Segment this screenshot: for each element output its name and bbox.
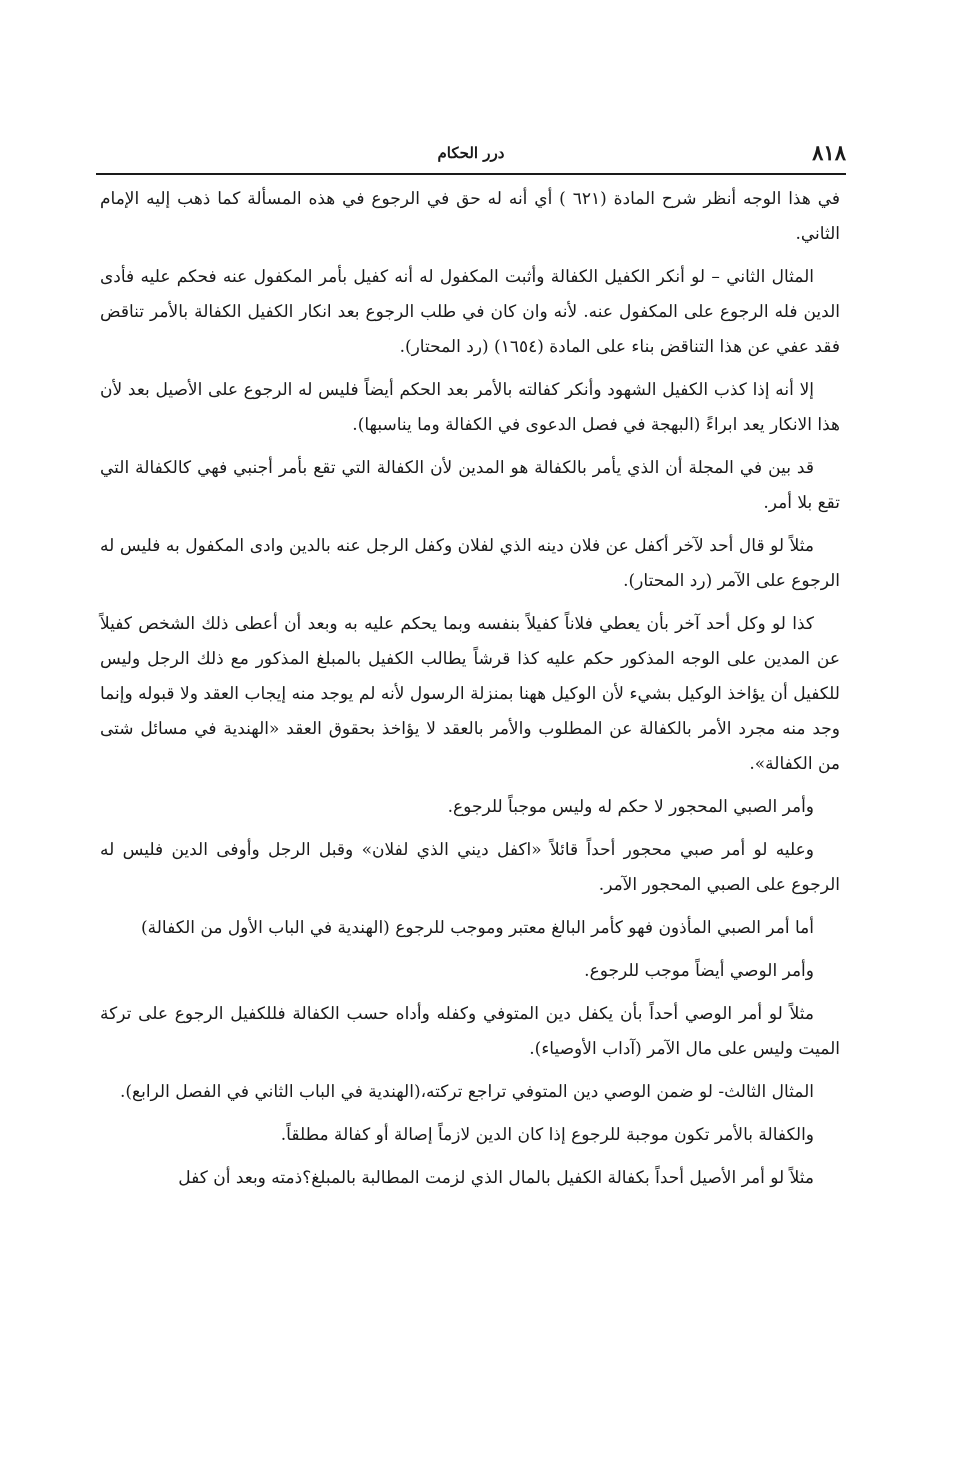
paragraph: في هذا الوجه أنظر شرح المادة (٦٢١ ) أي أنه له حق في الرجوع في هذه المسألة كما ذهب إليه الإمام الثاني. — [100, 189, 840, 244]
header-rule — [96, 173, 846, 175]
paragraph: مثلاً لو أمر الأصيل أحداً بكفالة الكفيل بالمال الذي لزمت المطالبة بالمبلغ؟ذمته وبعد أن كفل — [178, 1168, 814, 1188]
paragraph: قد بين في المجلة أن الذي يأمر بالكفالة هو المدين لأن الكفالة التي تقع بأمر أجنبي فهي كالكفالة التي تقع بلا أمر. — [100, 458, 840, 513]
body-text — [100, 182, 840, 1204]
paragraph: مثلاً لو أمر الوصي أحداً بأن يكفل دين المتوفي وكفله وأداه حسب الكفالة فللكفيل الرجوع على تركة الميت وليس على مال الآمر (آداب الأوصياء). — [100, 1004, 840, 1059]
paragraph: المثال الثاني – لو أنكر الكفيل الكفالة وأثبت المكفول له أنه كفيل بأمر المكفول عنه فحكم عليه فأدى الدين فله الرجوع على المكفول عنه. لأنه وان كان في طلب الرجوع بعد انكار الكفيل الكفالة بالأمر تناقض فقد عفي عن هذا التناقض بناء على المادة (١٦٥٤) (رد المحتار). — [100, 267, 840, 357]
paragraph: كذا لو وكل أحد آخر بأن يعطي فلاناً كفيلاً بنفسه وبما يحكم عليه به وبعد أن أعطى ذلك الشخص كفيلاً عن المدين على الوجه المذكور حكم عليه كذا قرشاً يطالب الكفيل بالمبلغ المذكور مع ذلك الرجل وليس للكفيل أن يؤاخذ الوكيل بشيء لأن الوكيل ههنا بمنزلة الرسول لأنه لم يوجد منه إيجاب العقد ولا قبوله وإنما وجد منه مجرد الأمر بالكفالة عن المطلوب والأمر بالعقد لا يؤاخذ بحقوق العقد «الهندية في مسائل شتى من الكفالة». — [100, 614, 840, 774]
paragraph: المثال الثالث- لو ضمن الوصي دين المتوفي تراجع تركته،(الهندية في الباب الثاني في الفصل الرابع). — [120, 1082, 814, 1102]
paragraph: وأمر الوصي أيضاً موجب للرجوع. — [584, 961, 814, 981]
page-header — [96, 140, 846, 170]
paragraph: أما أمر الصبي المأذون فهو كأمر البالغ معتبر وموجب للرجوع (الهندية في الباب الأول من الكفالة) — [140, 918, 814, 938]
paragraph: مثلاً لو قال أحد لآخر أكفل عن فلان دينه الذي لفلان وكفل الرجل عنه بالدين وادى المكفول به فليس له الرجوع على الآمر (رد المحتار). — [100, 536, 840, 591]
paragraph: وأمر الصبي المحجور لا حكم له وليس موجباً للرجوع. — [447, 797, 814, 817]
paragraph: والكفالة بالأمر تكون موجبة للرجوع إذا كان الدين لازماً إصالة أو كفالة مطلقاً. — [280, 1125, 814, 1145]
page-number: ٨١٨ — [812, 140, 846, 165]
running-title: درر الحكام — [437, 144, 505, 162]
paragraph: وعليه لو أمر صبي محجور أحداً قائلاً «اكفل ديني الذي لفلان» وقبل الرجل وأوفى الدين فليس له الرجوع على الصبي المحجور الآمر. — [100, 840, 840, 895]
paragraph: إلا أنه إذا كذب الكفيل الشهود وأنكر كفالته بالأمر بعد الحكم أيضاً فليس له الرجوع على الأصيل بعد لأن هذا الانكار يعد ابراءً (البهجة في فصل الدعوى في الكفالة وما يناسبها). — [100, 380, 840, 435]
